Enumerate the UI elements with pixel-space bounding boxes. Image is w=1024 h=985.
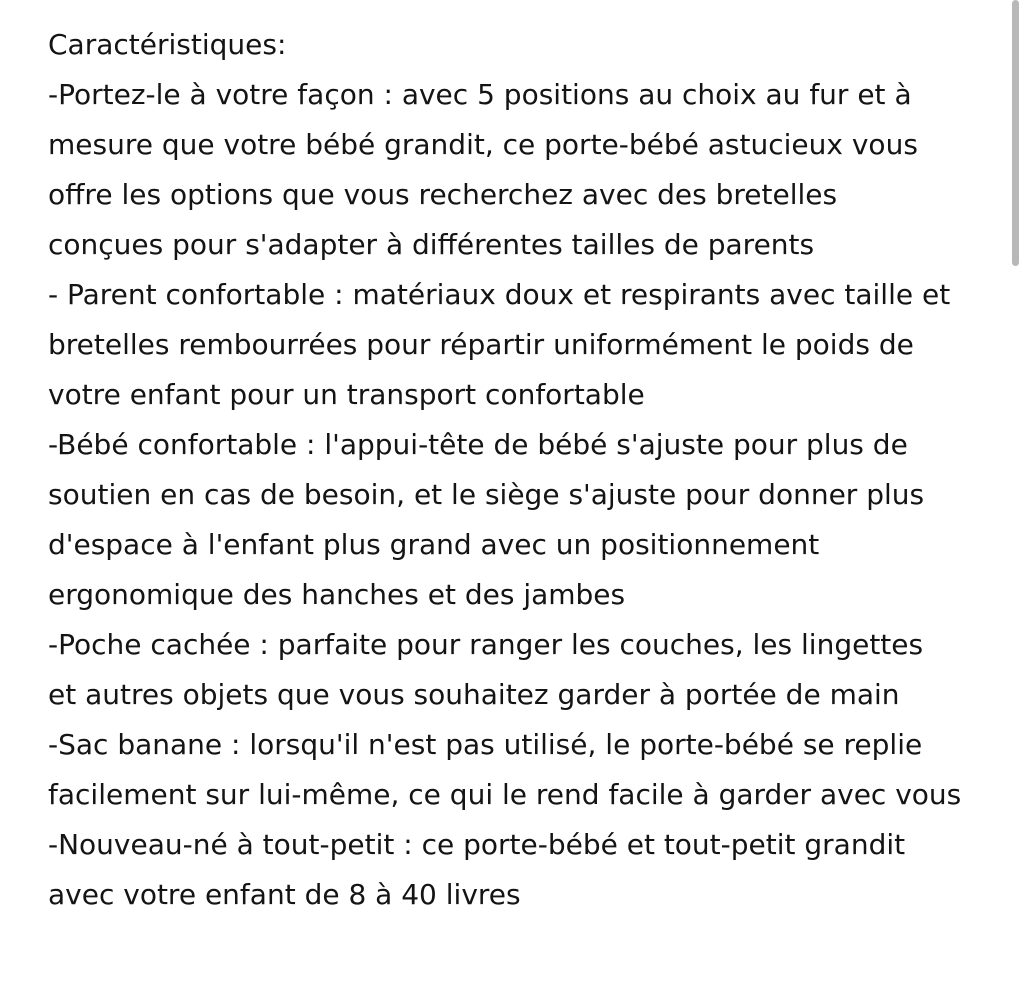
text-line: d'espace à l'enfant plus grand avec un positionnement bbox=[48, 528, 820, 561]
text-line: conçues pour s'adapter à différentes tailles de parents bbox=[48, 228, 815, 261]
text-line: -Poche cachée : parfaite pour ranger les couches, les lingettes bbox=[48, 628, 924, 661]
text-line: -Portez-le à votre façon : avec 5 positions au choix au fur et à bbox=[48, 78, 912, 111]
text-line: facilement sur lui-même, ce qui le rend facile à garder avec vous bbox=[48, 778, 962, 811]
features-heading: Caractéristiques: bbox=[48, 28, 287, 61]
text-line: bretelles rembourrées pour répartir uniformément le poids de bbox=[48, 328, 914, 361]
text-line: -Nouveau-né à tout-petit : ce porte-bébé et tout-petit grandit bbox=[48, 828, 906, 861]
text-line: ergonomique des hanches et des jambes bbox=[48, 578, 626, 611]
text-line: soutien en cas de besoin, et le siège s'ajuste pour donner plus bbox=[48, 478, 925, 511]
text-line: -Bébé confortable : l'appui-tête de bébé s'ajuste pour plus de bbox=[48, 428, 908, 461]
text-line: offre les options que vous recherchez avec des bretelles bbox=[48, 178, 838, 211]
text-line: - Parent confortable : matériaux doux et respirants avec taille et bbox=[48, 278, 951, 311]
text-line: votre enfant pour un transport confortable bbox=[48, 378, 645, 411]
vertical-scrollbar-thumb[interactable] bbox=[1012, 0, 1019, 266]
text-line: mesure que votre bébé grandit, ce porte-bébé astucieux vous bbox=[48, 128, 918, 161]
text-line: avec votre enfant de 8 à 40 livres bbox=[48, 878, 521, 911]
text-line: et autres objets que vous souhaitez garder à portée de main bbox=[48, 678, 900, 711]
text-line: -Sac banane : lorsqu'il n'est pas utilisé, le porte-bébé se replie bbox=[48, 728, 923, 761]
product-features-text bbox=[48, 20, 988, 920]
